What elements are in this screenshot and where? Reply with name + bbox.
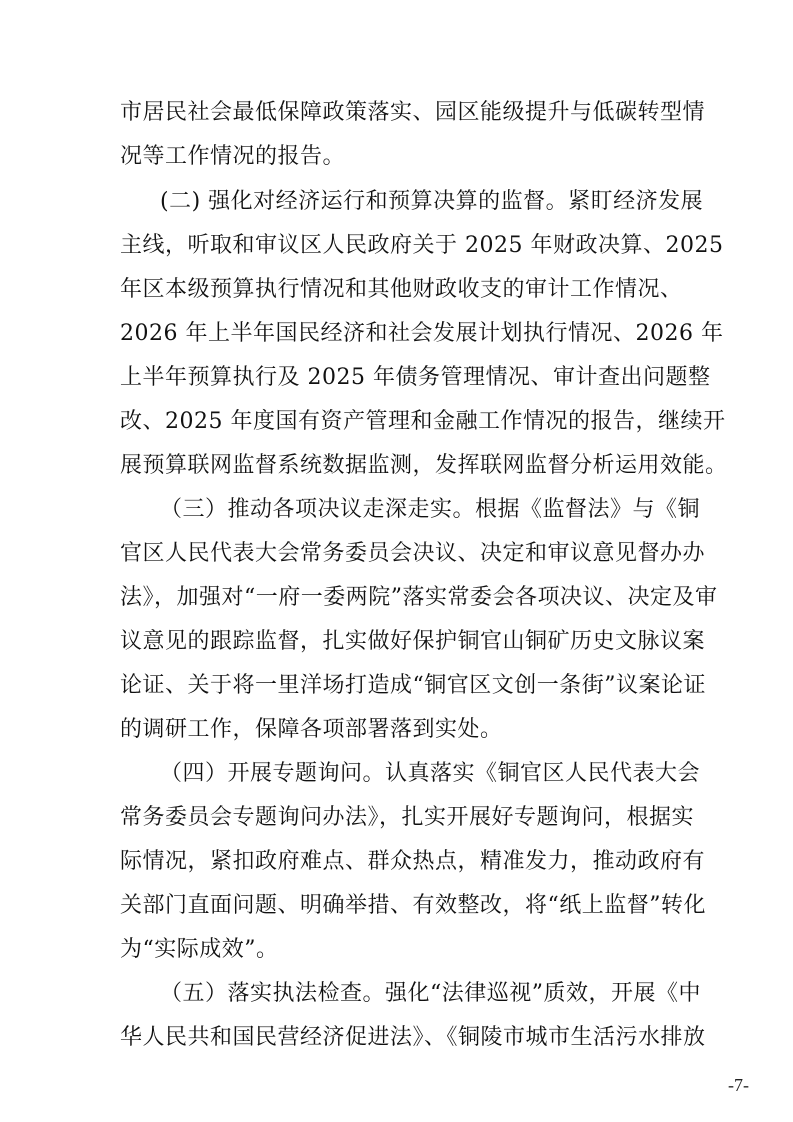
- text-line-17: 常务委员会专题询问办法》，扎实开展好专题询问，根据实: [120, 805, 695, 830]
- text-line-13: 议意见的跟踪监督，扎实做好保护铜官山铜矿历史文脉议案: [120, 629, 706, 654]
- text-line-11: 官区人民代表大会常务委员会决议、决定和审议意见督办办: [120, 541, 706, 566]
- text-line-14: 论证、关于将一里洋场打造成“铜官区文创一条街”议案论证: [120, 673, 706, 698]
- text-line-15: 的调研工作，保障各项部署落到实处。: [120, 717, 503, 742]
- text-line-3: (二) 强化对经济运行和预算决算的监督。紧盯经济发展: [160, 189, 704, 214]
- text-line-8: 改、2025 年度国有资产管理和金融工作情况的报告，继续开: [120, 409, 726, 434]
- text-line-21: （五）落实执法检查。强化“法律巡视”质效，开展《中: [160, 981, 701, 1006]
- text-line-5: 年区本级预算执行情况和其他财政收支的审计工作情况、: [120, 277, 683, 302]
- text-line-18: 际情况，紧扣政府难点、群众热点，精准发力，推动政府有: [120, 849, 706, 874]
- text-line-2: 况等工作情况的报告。: [120, 144, 346, 169]
- text-line-1: 市居民社会最低保障政策落实、园区能级提升与低碳转型情: [120, 100, 706, 125]
- text-line-22: 华人民共和国民营经济促进法》、《铜陵市城市生活污水排放: [120, 1025, 706, 1050]
- text-line-19: 关部门直面问题、明确举措、有效整改，将“纸上监督”转化: [120, 893, 706, 918]
- text-line-10: （三）推动各项决议走深走实。根据《监督法》与《铜: [160, 497, 701, 522]
- text-line-7: 上半年预算执行及 2025 年债务管理情况、审计查出问题整: [120, 365, 711, 390]
- text-line-20: 为“实际成效”。: [120, 937, 279, 962]
- text-line-4: 主线，听取和审议区人民政府关于 2025 年财政决算、2025: [120, 233, 724, 258]
- text-line-6: 2026 年上半年国民经济和社会发展计划执行情况、2026 年: [120, 321, 724, 346]
- text-line-12: 法》，加强对“一府一委两院”落实常委会各项决议、决定及审: [120, 585, 718, 610]
- page-number: -7-: [728, 1075, 749, 1095]
- text-line-9: 展预算联网监督系统数据监测，发挥联网监督分析运用效能。: [120, 453, 728, 478]
- text-line-16: （四）开展专题询问。认真落实《铜官区人民代表大会: [160, 761, 701, 786]
